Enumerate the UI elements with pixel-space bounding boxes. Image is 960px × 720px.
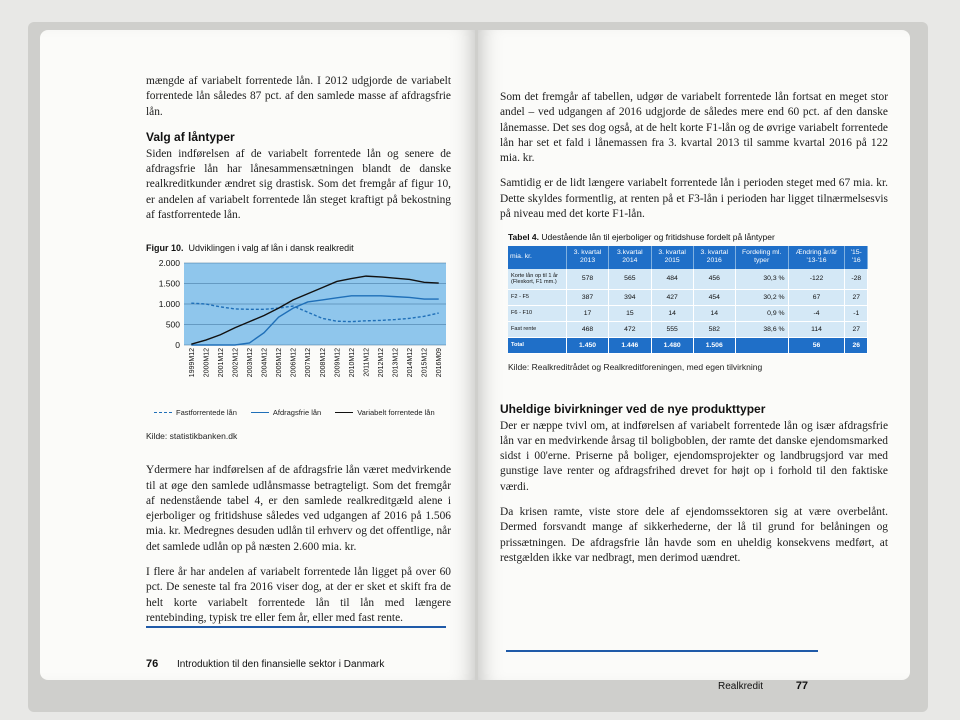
running-title-right: Realkredit xyxy=(718,681,764,692)
x-tick-label: 2015M12 xyxy=(421,348,429,378)
table-cell: 484 xyxy=(651,269,693,290)
chart-legend xyxy=(154,408,451,417)
x-tick-label: 2006M12 xyxy=(290,348,298,378)
y-tick-label: 1.000 xyxy=(158,299,180,310)
left-footer xyxy=(146,658,384,670)
table-body xyxy=(508,269,868,354)
table-cell: 1.446 xyxy=(609,337,652,353)
table-cell: 468 xyxy=(567,321,609,337)
legend-swatch-variable xyxy=(335,412,353,413)
table-header-cell: mia. kr. xyxy=(508,246,567,268)
table-cell: 67 xyxy=(788,289,845,305)
table-cell: 14 xyxy=(693,305,735,321)
row-label: Total xyxy=(508,337,567,353)
table-cell: 114 xyxy=(788,321,845,337)
table-cell: 1.506 xyxy=(693,337,735,353)
legend-item-interest-only xyxy=(251,408,321,417)
left-paragraph-1: Siden indførelsen af de variabelt forrentede lån og senere de afdragsfrie lån har lånesammensætningen blandt de danske realkreditkunder ændret sig drastisk. Som det fremgår af figur 10, er andelen af variabelt forrentede lån steget kraftigt på bekostning af fastforrentede lån. xyxy=(146,147,451,221)
y-tick-label: 0 xyxy=(175,340,180,351)
page-number-right: 77 xyxy=(795,680,809,692)
x-tick-label: 2005M12 xyxy=(276,348,284,378)
legend-swatch-interest-only xyxy=(251,412,269,413)
right-paragraph-2: Samtidig er de lidt længere variabelt forrentede lån i perioden steget med 67 mia. kr. Dette skyldes formentlig, at renten på et F3-lån i perioden har ligget tilnærmelsesvis på niveau med det korte F1-lån. xyxy=(500,177,888,220)
footer-rule-right xyxy=(506,650,818,652)
y-tick-label: 500 xyxy=(165,319,180,330)
table-row xyxy=(508,289,868,305)
left-heading: Valg af låntyper xyxy=(146,129,235,144)
table-cell: 27 xyxy=(845,321,868,337)
table-cell: 17 xyxy=(567,305,609,321)
table-cell: 30,2 % xyxy=(735,289,788,305)
legend-label-variable: Variabelt forrentede lån xyxy=(357,408,435,418)
table-cell: -28 xyxy=(845,269,868,290)
x-tick-label: 2012M12 xyxy=(378,348,385,378)
legend-label-interest-only: Afdragsfrie lån xyxy=(272,408,322,418)
table-cell: -122 xyxy=(788,269,845,290)
table-title: Udestående lån til ejerboliger og fritidshuse fordelt på låntyper xyxy=(541,232,775,243)
table-cell: 38,6 % xyxy=(735,321,788,337)
table-total-row xyxy=(508,337,868,353)
table-caption xyxy=(508,232,888,242)
x-tick-label: 2000M12 xyxy=(203,348,211,378)
table-header-cell: 3.kvartal 2014 xyxy=(609,246,652,268)
table-header-cell: 3. kvartal 2013 xyxy=(567,246,609,268)
table-cell: 30,3 % xyxy=(735,269,788,290)
running-title-left: Introduktion til den finansielle sektor i Danmark xyxy=(177,659,385,670)
row-label: Fast rente xyxy=(508,321,567,337)
table-cell: 1.450 xyxy=(567,337,609,353)
x-tick-label: 2010M12 xyxy=(348,348,356,378)
footer-rule-left xyxy=(146,626,446,628)
legend-swatch-fixed xyxy=(154,412,172,413)
x-tick-label: 2014M12 xyxy=(407,348,415,378)
row-label: Korte lån op til 1 år (Flexkort, F1 mm.) xyxy=(508,269,567,290)
right-heading: Uheldige bivirkninger ved de nye produkttyper xyxy=(500,401,766,416)
table-cell: 456 xyxy=(693,269,735,290)
table-cell: 0,9 % xyxy=(735,305,788,321)
table-cell: 472 xyxy=(609,321,652,337)
table-cell: -1 xyxy=(845,305,868,321)
y-tick-label: 2.000 xyxy=(158,258,180,269)
row-label: F6 - F10 xyxy=(508,305,567,321)
x-tick-label: 2008M12 xyxy=(319,348,327,378)
table-header-cell: Fordeling ml. typer xyxy=(735,246,788,268)
table-header-cell: Ændring år/år '13-'16 xyxy=(788,246,845,268)
left-paragraph-0: mængde af variabelt forrentede lån. I 2012 udgjorde de variabelt forrentede lån således 87 pct. af den samlede masse af afdragsfrie lån. xyxy=(146,75,451,118)
x-tick-label: 2004M12 xyxy=(261,348,269,378)
table-source: Kilde: Realkreditrådet og Realkreditforeningen, med egen tilvirkning xyxy=(508,361,763,372)
table-cell: -4 xyxy=(788,305,845,321)
right-paragraph-1: Som det fremgår af tabellen, udgør de variabelt forrentede lån fortsat en meget stor andel – ved udgangen af 2016 udgjorde de således mere end 60 pct. af den danske lånemasse. Det ses dog også, at de helt korte F1-lån og de øvrige variabelt forrentede lån har set et fald i lånemassen fra 3. kvartal 2013 til samme kvartal 2016 på 122 mia. kr. xyxy=(500,91,888,165)
x-tick-label: 2001M12 xyxy=(217,348,225,378)
table-cell: 1.480 xyxy=(651,337,693,353)
line-chart xyxy=(146,257,451,397)
figure-label: Figur 10. xyxy=(146,243,184,254)
figure-source: Kilde: statistikbanken.dk xyxy=(146,431,238,442)
legend-item-fixed xyxy=(154,408,237,417)
x-tick-label: 2016M09 xyxy=(436,348,444,378)
x-tick-label: 2013M12 xyxy=(392,348,400,378)
page-number-left: 76 xyxy=(146,658,159,670)
left-page xyxy=(40,30,475,680)
x-tick-label: 2009M12 xyxy=(334,348,342,378)
x-tick-label: 2007M12 xyxy=(305,348,313,378)
table-label: Tabel 4. xyxy=(508,232,540,243)
table-cell: 582 xyxy=(693,321,735,337)
legend-item-variable xyxy=(335,408,434,417)
right-footer xyxy=(718,680,808,692)
y-tick-label: 1.500 xyxy=(158,278,180,289)
left-paragraph-3: I flere år har andelen af variabelt forrentede lån ligget på over 60 pct. De seneste tal fra 2016 viser dog, at der er sket et skift fra de helt korte variabelt forrentede lån til lån med længere rentebinding, typisk tre eller fem år, eller med fast rente. xyxy=(146,565,451,624)
table-header-cell: 3. kvartal 2015 xyxy=(651,246,693,268)
row-label: F2 - F5 xyxy=(508,289,567,305)
table-cell: 15 xyxy=(609,305,652,321)
table-cell xyxy=(735,337,788,353)
x-tick-label: 2003M12 xyxy=(247,348,254,378)
table-header-row xyxy=(508,246,868,268)
table-cell: 56 xyxy=(788,337,845,353)
table-cell: 555 xyxy=(651,321,693,337)
right-paragraph-3: Der er næppe tvivl om, at indførelsen af variabelt forrentede lån og især afdragsfrie lån var en medvirkende årsag til boligboblen, der ramte det danske ejendomsmarked sidst i 00'erne. Priserne på boliger, ejendomsprojekter og landbrugsjord var med gunstige lave renter og afdragsfrihed drevet for højt op i forhold til den faktiske værdi. xyxy=(500,419,888,493)
legend-label-fixed: Fastforrentede lån xyxy=(176,408,237,418)
figure-caption xyxy=(146,243,451,253)
x-tick-label: 2002M12 xyxy=(232,348,240,378)
table-cell: 565 xyxy=(609,269,652,290)
right-page xyxy=(478,30,910,692)
table-row xyxy=(508,269,868,290)
table-row xyxy=(508,305,868,321)
table-cell: 26 xyxy=(845,337,868,353)
x-tick-label: 1999M12 xyxy=(188,348,196,378)
figure-title: Udviklingen i valg af lån i dansk realkredit xyxy=(188,243,354,254)
table-header-cell: '15-'16 xyxy=(845,246,868,268)
table-cell: 394 xyxy=(609,289,652,305)
table-cell: 387 xyxy=(567,289,609,305)
table-cell: 578 xyxy=(567,269,609,290)
loan-table xyxy=(508,246,868,353)
table-header-cell: 3. kvartal 2016 xyxy=(693,246,735,268)
table-cell: 14 xyxy=(651,305,693,321)
table-row xyxy=(508,321,868,337)
table-cell: 27 xyxy=(845,289,868,305)
left-paragraph-2: Ydermere har indførelsen af de afdragsfrie lån været medvirkende til at øge den samlede udlånsmasse betragteligt. Som det fremgår af nedenstående tabel 4, er den samlede realkreditgæld alene i ejerboliger og fritidshuse således ved udgangen af 2016 på 1.506 mia. kr. Medregnes desuden udlån til erhverv og det offentlige, når det samlede udlån op på næsten 2.600 mia. kr. xyxy=(146,464,451,553)
table-cell: 427 xyxy=(651,289,693,305)
right-paragraph-4: Da krisen ramte, viste store dele af ejendomssektoren sig at være overbelånt. Dermed forsvandt mange af sikkerhederne, der lå til grund for belåningen og prissætningen. De afdragsfrie lån havde som en uheldig konsekvens medført, at restgælden ikke var nedbragt, men derimod uændret. xyxy=(500,505,888,564)
table-cell: 454 xyxy=(693,289,735,305)
x-tick-label: 2011M12 xyxy=(363,348,371,377)
